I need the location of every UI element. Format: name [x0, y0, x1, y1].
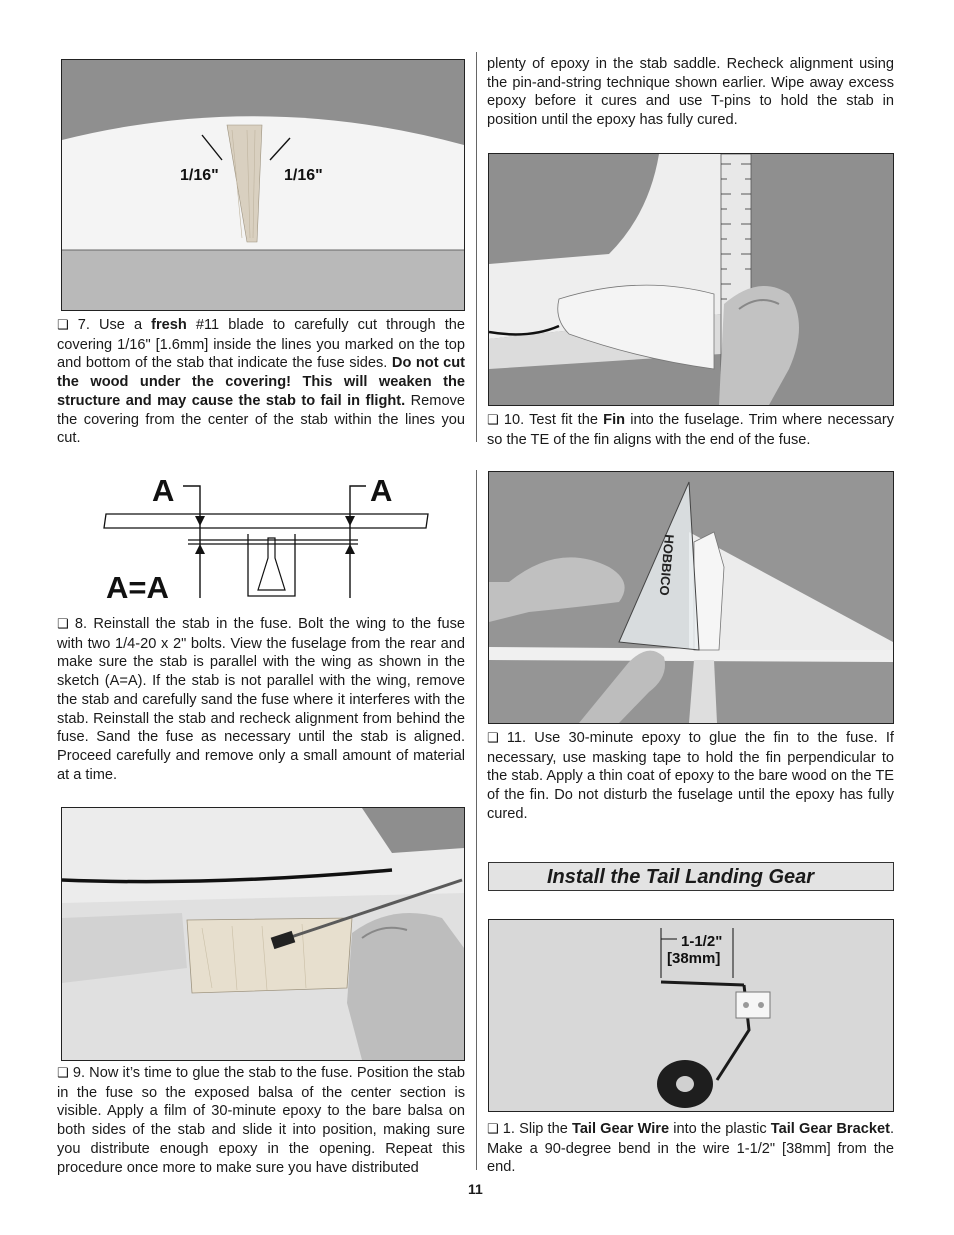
section-title: Install the Tail Landing Gear — [547, 866, 815, 888]
column-divider-top — [476, 52, 477, 442]
stab-cut-label-right: 1/16" — [284, 167, 323, 184]
photo-fin-test-fit — [488, 153, 894, 406]
diagram-equation: A=A — [106, 570, 169, 605]
photo-fin-square — [488, 471, 894, 724]
section-header — [488, 862, 894, 891]
gear-label-metric: [38mm] — [667, 950, 721, 967]
alignment-diagram — [100, 468, 440, 608]
step-8-text: ❑ 8. Reinstall the stab in the fuse. Bolt the wing to the fuse with two 1/4-20 x 2" bolts. View the fuselage from the rear and make sure the stab is parallel with the wing as shown in the sketch (A=A). If the stab is not parallel with the wing, remove the stab and carefully sand the fuse where it interferes with the stab. Reinstall the stab and recheck alignment from behind the fuse. Sand the fuse as necessary until the stab is aligned. Proceed carefully and remove only a small amount of material at a time. — [57, 616, 465, 783]
photo-tail-gear — [488, 919, 894, 1112]
step-10-text: ❑ 10. Test fit the Fin into the fuselage. Trim where necessary so the TE of the fin aligns with the end of the fuse. — [487, 412, 894, 448]
square-brand-label: HOBBICO — [656, 533, 677, 597]
page-number: 11 — [468, 1181, 483, 1197]
diagram-label-a-left: A — [152, 473, 175, 508]
gear-step-1-checkbox[interactable]: ❑ — [487, 1122, 499, 1137]
step-11-text: ❑ 11. Use 30-minute epoxy to glue the fin to the fuse. If necessary, use masking tape to hold the fin perpendicular to the stab. Apply a thin coat of epoxy to the bare wood on the TE of the fin. Do not disturb the fuselage until the epoxy has fully cured. — [487, 730, 894, 822]
step-11-checkbox[interactable]: ❑ — [487, 731, 499, 746]
column-divider-bottom — [476, 470, 477, 1170]
photo-glue-stab — [61, 807, 465, 1061]
gear-step-1-text: ❑ 1. Slip the Tail Gear Wire into the plastic Tail Gear Bracket. Make a 90-degree bend in the wire 1-1/2" [38mm] from the end. — [487, 1121, 894, 1176]
gear-label-imperial: 1-1/2" — [681, 933, 723, 950]
photo-stab-cut — [61, 59, 465, 311]
stab-cut-illustration — [62, 60, 464, 310]
step-8-checkbox[interactable]: ❑ — [57, 617, 69, 632]
step-7-checkbox[interactable]: ❑ — [57, 318, 69, 333]
step-9-checkbox[interactable]: ❑ — [57, 1066, 69, 1081]
diagram-label-a-right: A — [370, 473, 393, 508]
step-9-continued-text: plenty of epoxy in the stab saddle. Recheck alignment using the pin-and-string technique shown earlier. Wipe away excess epoxy before it cures and use T-pins to hold the stab in position until the epoxy has fully cured. — [487, 56, 894, 129]
step-9-text: ❑ 9. Now it’s time to glue the stab to the fuse. Position the stab in the fuse so the exposed balsa of the center section is visible. Apply a film of 30-minute epoxy to the bare balsa on both sides of the stab and slide it into position, making sure you distribute enough epoxy in the opening. Repeat this procedure once more to make sure you have distributed — [57, 1065, 465, 1176]
step-7-text: ❑ 7. Use a fresh #11 blade to carefully cut through the covering 1/16" [1.6mm] inside the lines you marked on the top and bottom of the stab that indicate the fuse sides. Do not cut the wood under the covering! This will weaken the structure and may cause the stab to fail in flight. Remove the covering from the center of the stab within the lines you cut. — [57, 317, 465, 447]
step-10-checkbox[interactable]: ❑ — [487, 413, 499, 428]
stab-cut-label-left: 1/16" — [180, 167, 219, 184]
